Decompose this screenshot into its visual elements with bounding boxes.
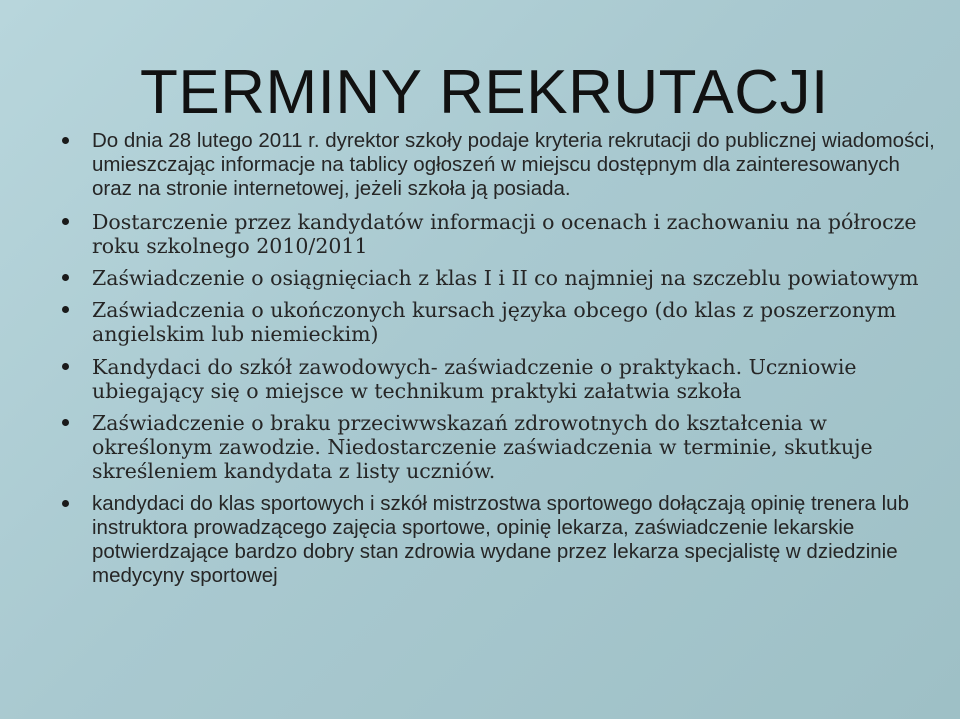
slide-title: TERMINY REKRUTACJI xyxy=(140,58,829,127)
list-item xyxy=(60,355,940,403)
bullet-icon xyxy=(62,218,69,225)
bullet-list xyxy=(60,129,940,596)
list-item-text: Dostarczenie przez kandydatów informacji o ocenach i zachowaniu na półrocze roku szkolnego 2010/2011 xyxy=(92,209,917,258)
list-item xyxy=(60,266,940,290)
list-item xyxy=(60,492,940,589)
list-item-text: Kandydaci do szkół zawodowych- zaświadczenie o praktykach. Uczniowie ubiegający się o miejsce w technikum praktyki załatwia szkoła xyxy=(92,354,857,403)
bullet-icon xyxy=(62,274,69,281)
bullet-icon xyxy=(62,419,69,426)
bullet-icon xyxy=(62,137,69,144)
bullet-icon xyxy=(62,500,69,507)
list-item-text: Zaświadczenia o ukończonych kursach języka obcego (do klas z poszerzonym angielskim lub niemieckim) xyxy=(92,298,897,347)
bullet-icon xyxy=(62,306,69,313)
bullet-icon xyxy=(62,363,69,370)
list-item-text: Do dnia 28 lutego 2011 r. dyrektor szkoły podaje kryteria rekrutacji do publicznej wiadomości, umieszczając informacje na tablicy ogłoszeń w miejscu dostępnym dla zainteresowanych oraz na stronie internetowej, jeżeli szkoła ją posiada. xyxy=(92,129,935,201)
list-item-text: Zaświadczenie o osiągnięciach z klas I i II co najmniej na szczeblu powiatowym xyxy=(92,266,919,291)
list-item xyxy=(60,411,940,484)
list-item xyxy=(60,129,940,202)
list-item xyxy=(60,298,940,346)
list-item xyxy=(60,210,940,258)
list-item-text: kandydaci do klas sportowych i szkół mistrzostwa sportowego dołączają opinię trenera lub instruktora prowadzącego zajęcia sportowe, opinię lekarza, zaświadczenie lekarskie potwierdzające bardzo dobry stan zdrowia wydane przez lekarza specjalistę w dziedzinie medycyny sportowej xyxy=(92,491,909,588)
list-item-text: Zaświadczenie o braku przeciwwskazań zdrowotnych do kształcenia w określonym zawodzie. Niedostarczenie zaświadczenia w terminie, skutkuje skreśleniem kandydata z listy uczniów. xyxy=(92,411,873,484)
